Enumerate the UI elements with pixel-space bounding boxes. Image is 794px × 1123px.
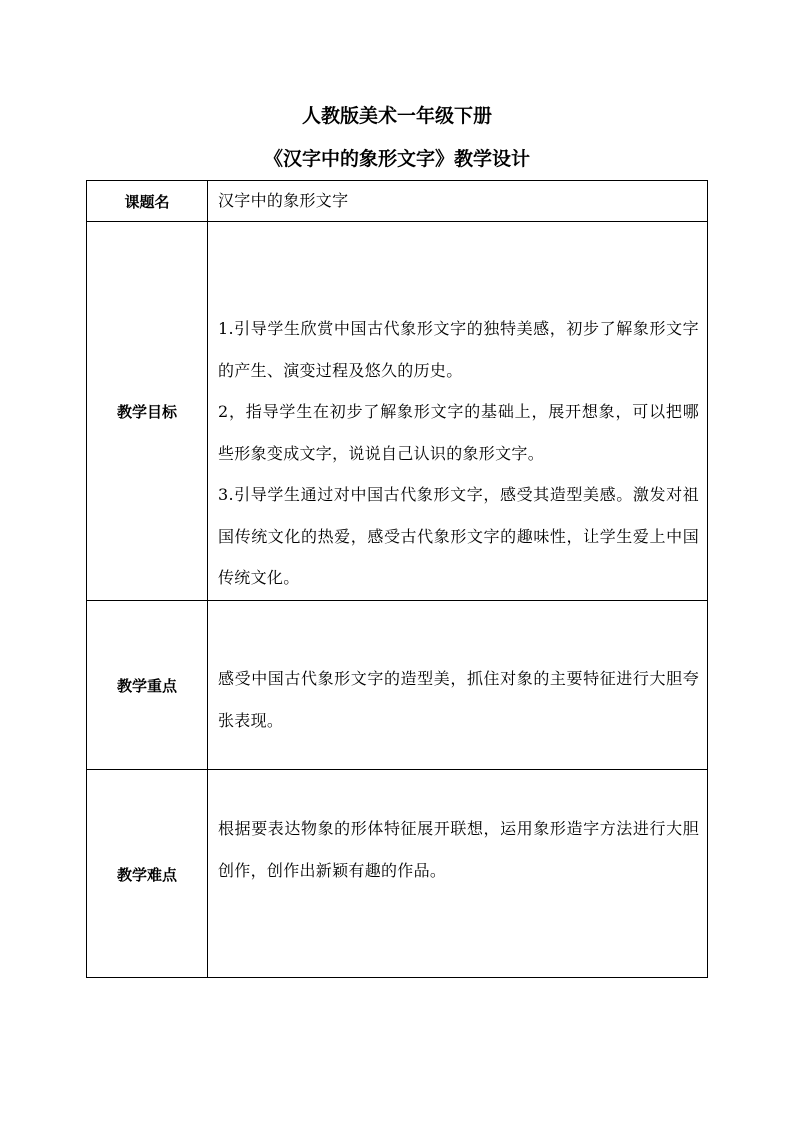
- document-title: 人教版美术一年级下册: [301, 105, 492, 127]
- row-label-difficulties: 教学难点: [116, 866, 177, 884]
- row-label-key-points: 教学重点: [116, 676, 177, 695]
- objective-item: 1.引导学生欣赏中国古代象形文字的独特美感，初步了解象形文字的产生、演变过程及悠久的历史。: [218, 319, 699, 380]
- difficulties-value: 根据要表达物象的形体特征展开联想，运用象形造字方法进行大胆创作，创作出新颖有趣的作品。: [218, 819, 699, 880]
- objective-item: 2，指导学生在初步了解象形文字的基础上，展开想象，可以把哪些形象变成文字，说说自己认识的象形文字。: [218, 402, 699, 463]
- key-points-value: 感受中国古代象形文字的造型美，抓住对象的主要特征进行大胆夸张表现。: [218, 669, 699, 730]
- table-row-lesson-name: [87, 181, 707, 222]
- table-row-objectives: [87, 222, 707, 601]
- row-label-objectives: 教学目标: [116, 402, 177, 421]
- objectives-content: [218, 308, 699, 599]
- lesson-plan-table: [86, 180, 708, 978]
- objective-item: 3.引导学生通过对中国古代象形文字，感受其造型美感。激发对祖国传统文化的热爱，感受古代象形文字的趣味性，让学生爱上中国传统文化。: [218, 485, 699, 587]
- table-row-difficulties: [87, 770, 707, 979]
- table-row-key-points: [87, 601, 707, 770]
- document-subtitle: 《汉字中的象形文字》教学设计: [263, 148, 530, 170]
- row-label-lesson-name: 课题名: [124, 192, 170, 211]
- lesson-name-value: 汉字中的象形文字: [218, 191, 349, 210]
